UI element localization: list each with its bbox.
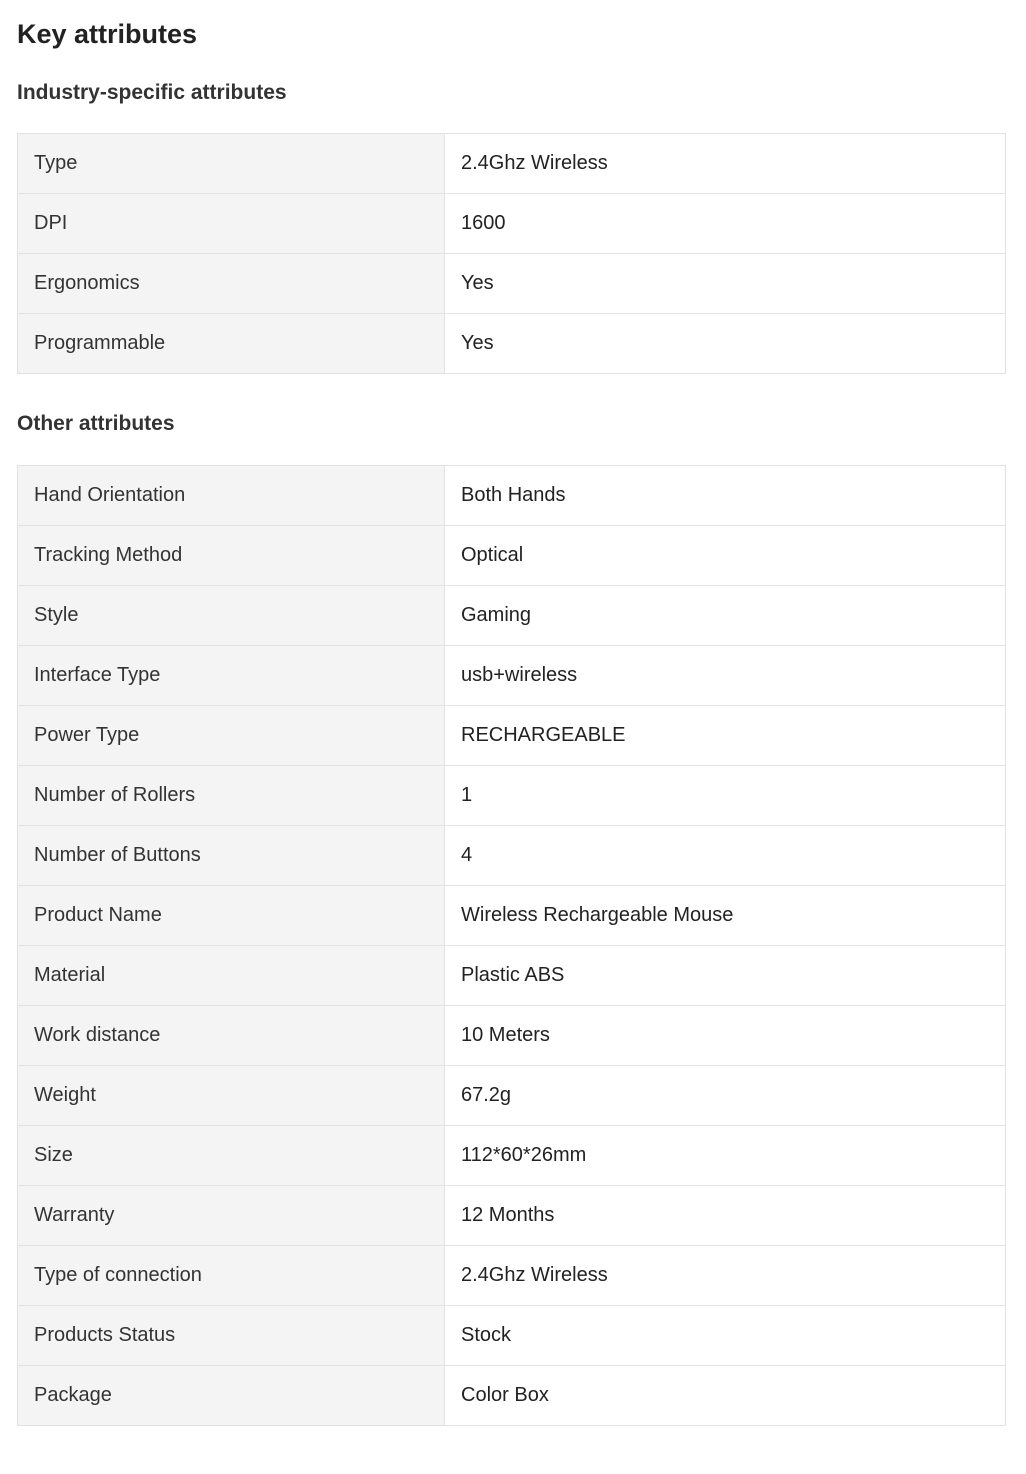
attribute-label: Hand Orientation: [18, 466, 445, 526]
attribute-row: [18, 134, 1006, 194]
attribute-row: [18, 1306, 1006, 1366]
attribute-row: [18, 706, 1006, 766]
attribute-row: [18, 1366, 1006, 1426]
industry-attributes-heading: Industry-specific attributes: [17, 81, 287, 104]
attribute-label: Tracking Method: [18, 526, 445, 586]
attribute-label: Type: [18, 134, 445, 194]
attribute-value: RECHARGEABLE: [445, 706, 1006, 766]
attribute-label: Style: [18, 586, 445, 646]
attribute-row: [18, 1006, 1006, 1066]
attribute-value: Color Box: [445, 1366, 1006, 1426]
attribute-value: Yes: [445, 314, 1006, 374]
attribute-row: [18, 946, 1006, 1006]
attribute-value: 10 Meters: [445, 1006, 1006, 1066]
attribute-label: Interface Type: [18, 646, 445, 706]
attribute-label: Package: [18, 1366, 445, 1426]
attribute-value: 112*60*26mm: [445, 1126, 1006, 1186]
attribute-row: [18, 194, 1006, 254]
attribute-row: [18, 1066, 1006, 1126]
attribute-value: Stock: [445, 1306, 1006, 1366]
attribute-row: [18, 254, 1006, 314]
attribute-row: [18, 526, 1006, 586]
attribute-value: Wireless Rechargeable Mouse: [445, 886, 1006, 946]
attribute-label: Product Name: [18, 886, 445, 946]
attribute-row: [18, 1186, 1006, 1246]
attribute-row: [18, 586, 1006, 646]
attribute-value: usb+wireless: [445, 646, 1006, 706]
attribute-label: Programmable: [18, 314, 445, 374]
attribute-row: [18, 1246, 1006, 1306]
attribute-value: 2.4Ghz Wireless: [445, 134, 1006, 194]
attribute-value: Both Hands: [445, 466, 1006, 526]
industry-attributes-table: [17, 133, 1006, 374]
attribute-value: Plastic ABS: [445, 946, 1006, 1006]
attribute-value: 67.2g: [445, 1066, 1006, 1126]
attribute-row: [18, 466, 1006, 526]
attribute-label: Size: [18, 1126, 445, 1186]
attribute-label: Work distance: [18, 1006, 445, 1066]
attribute-value: Gaming: [445, 586, 1006, 646]
attribute-value: Yes: [445, 254, 1006, 314]
attribute-label: Material: [18, 946, 445, 1006]
attribute-label: Type of connection: [18, 1246, 445, 1306]
other-attributes-table: [17, 465, 1006, 1426]
attribute-label: Warranty: [18, 1186, 445, 1246]
attribute-value: 1: [445, 766, 1006, 826]
attribute-label: Number of Rollers: [18, 766, 445, 826]
attribute-label: Power Type: [18, 706, 445, 766]
attribute-row: [18, 314, 1006, 374]
attribute-label: Products Status: [18, 1306, 445, 1366]
attribute-label: Number of Buttons: [18, 826, 445, 886]
page-title: Key attributes: [17, 19, 198, 49]
attribute-row: [18, 826, 1006, 886]
attribute-row: [18, 886, 1006, 946]
attribute-label: Weight: [18, 1066, 445, 1126]
attribute-row: [18, 766, 1006, 826]
attribute-row: [18, 646, 1006, 706]
other-attributes-heading: Other attributes: [17, 412, 175, 435]
attribute-value: 1600: [445, 194, 1006, 254]
attribute-value: Optical: [445, 526, 1006, 586]
attribute-row: [18, 1126, 1006, 1186]
attribute-value: 2.4Ghz Wireless: [445, 1246, 1006, 1306]
attribute-value: 12 Months: [445, 1186, 1006, 1246]
attribute-label: Ergonomics: [18, 254, 445, 314]
attribute-label: DPI: [18, 194, 445, 254]
attribute-value: 4: [445, 826, 1006, 886]
